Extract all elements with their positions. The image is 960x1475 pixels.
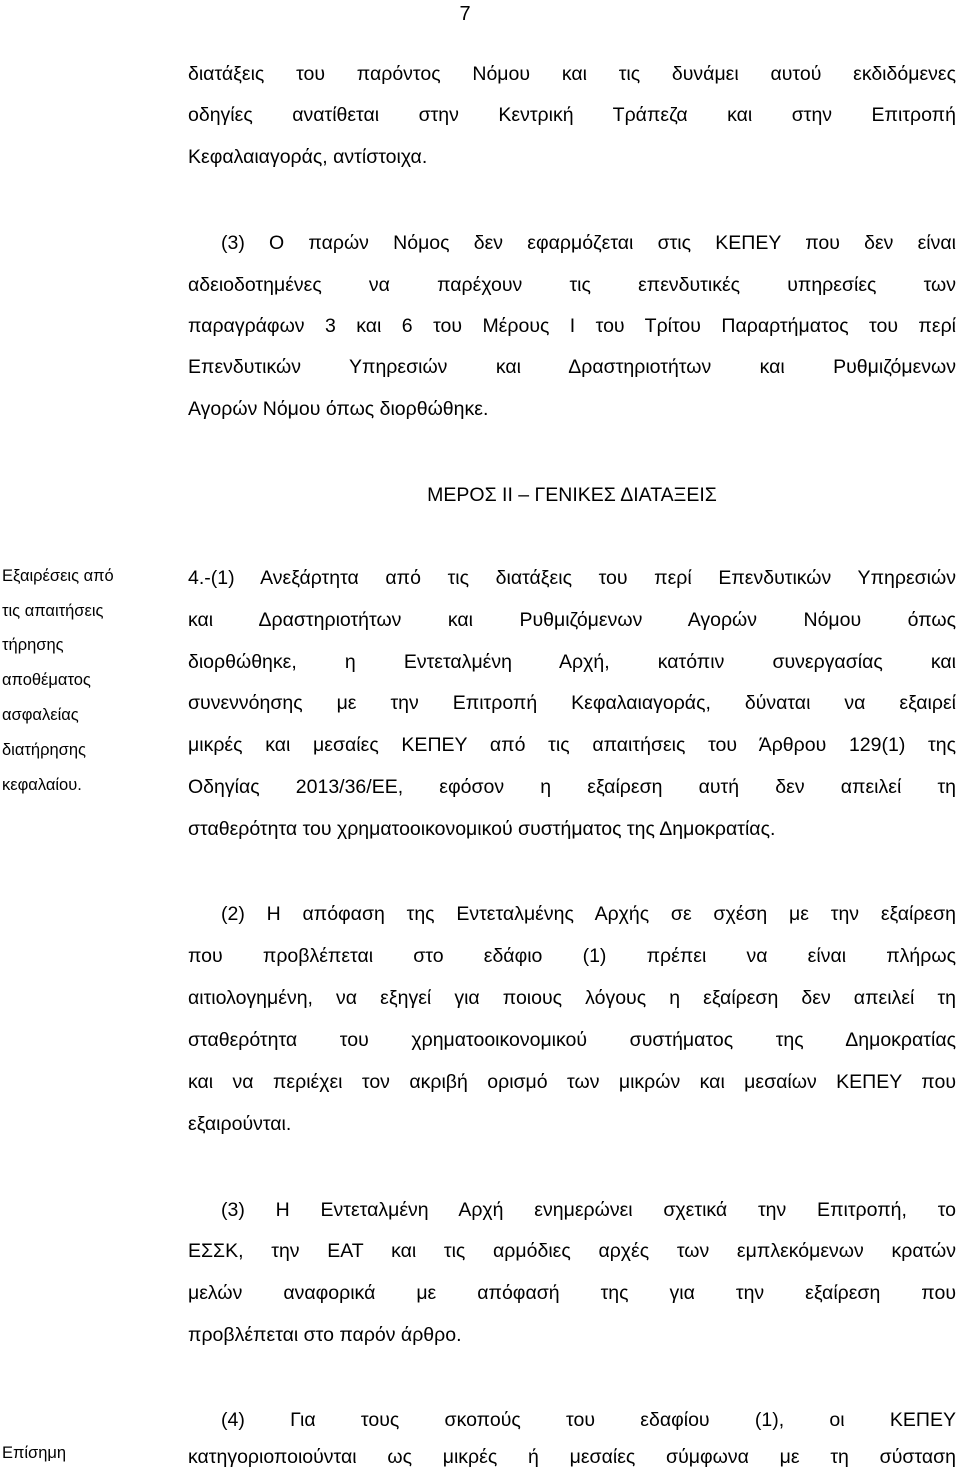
text-line: συνεννόησης με την Επιτροπή Κεφαλαιαγοράς, δύναται να εξαιρεί — [188, 692, 956, 714]
text-line: Επενδυτικών Υπηρεσιών και Δραστηριοτήτων και Ρυθμιζόμενων — [188, 356, 956, 378]
text-line: που προβλέπεται στο εδάφιο (1) πρέπει να είναι πλήρως — [188, 945, 956, 967]
section-heading: ΜΕΡΟΣ ΙΙ – ΓΕΝΙΚΕΣ ΔΙΑΤΑΞΕΙΣ — [427, 484, 717, 506]
margin-note-line: τήρησης — [2, 636, 64, 654]
margin-note-line: διατήρησης — [2, 741, 86, 759]
text-line: ΕΣΣΚ, την ΕΑΤ και τις αρμόδιες αρχές των εμπλεκόμενων κρατών — [188, 1240, 956, 1262]
margin-note-line: κεφαλαίου. — [2, 776, 82, 794]
margin-note-line: Επίσημη — [2, 1444, 67, 1462]
text-line: (3) Ο παρών Νόμος δεν εφαρμόζεται στις ΚΕΠΕΥ που δεν είναι — [221, 232, 956, 254]
page-number: 7 — [459, 3, 471, 25]
margin-note-line: τις απαιτήσεις — [2, 602, 104, 620]
text-line: εξαιρούνται. — [188, 1113, 292, 1135]
text-line: σταθερότητα του χρηματοοικονομικού συστήματος της Δημοκρατίας. — [188, 818, 776, 840]
text-line: Κεφαλαιαγοράς, αντίστοιχα. — [188, 146, 428, 168]
margin-note-line: ασφαλείας — [2, 706, 79, 724]
text-line: και Δραστηριοτήτων και Ρυθμιζόμενων Αγορών Νόμου όπως — [188, 609, 956, 631]
text-line: σταθερότητα του χρηματοοικονομικού συστήματος της Δημοκρατίας — [188, 1029, 956, 1051]
text-line: αιτιολογημένη, να εξηγεί για ποιους λόγους η εξαίρεση δεν απειλεί τη — [188, 987, 956, 1009]
text-line: (2) Η απόφαση της Εντεταλμένης Αρχής σε σχέση με την εξαίρεση — [221, 903, 956, 925]
text-line: μελών αναφορικά με απόφασή της για την εξαίρεση που — [188, 1282, 956, 1304]
text-line: οδηγίες ανατίθεται στην Κεντρική Τράπεζα και στην Επιτροπή — [188, 104, 956, 126]
text-line: (3) Η Εντεταλμένη Αρχή ενημερώνει σχετικά την Επιτροπή, το — [221, 1199, 956, 1221]
text-line: προβλέπεται στο παρόν άρθρο. — [188, 1324, 462, 1346]
text-line: και να περιέχει τον ακριβή ορισμό των μικρών και μεσαίων ΚΕΠΕΥ που — [188, 1071, 956, 1093]
text-line: παραγράφων 3 και 6 του Μέρους Ι του Τρίτου Παραρτήματος του περί — [188, 315, 956, 337]
text-line: 4.-(1) Ανεξάρτητα από τις διατάξεις του περί Επενδυτικών Υπηρεσιών — [188, 567, 956, 589]
margin-note-line: αποθέματος — [2, 671, 91, 689]
text-line: Οδηγίας 2013/36/ΕΕ, εφόσον η εξαίρεση αυτή δεν απειλεί τη — [188, 776, 956, 798]
text-line: αδειοδοτημένες να παρέχουν τις επενδυτικές υπηρεσίες των — [188, 274, 956, 296]
text-line: κατηγοριοποιούνται ως μικρές ή μεσαίες σύμφωνα με τη σύσταση — [188, 1446, 956, 1468]
text-line: διατάξεις του παρόντος Νόμου και τις δυνάμει αυτού εκδιδόμενες — [188, 63, 956, 85]
text-line: (4) Για τους σκοπούς του εδαφίου (1), οι ΚΕΠΕΥ — [221, 1409, 956, 1431]
margin-note-line: Εξαιρέσεις από — [2, 567, 114, 585]
text-line: μικρές και μεσαίες ΚΕΠΕΥ από τις απαιτήσεις του Άρθρου 129(1) της — [188, 734, 956, 756]
text-line: Αγορών Νόμου όπως διορθώθηκε. — [188, 398, 489, 420]
text-line: διορθώθηκε, η Εντεταλμένη Αρχή, κατόπιν συνεργασίας και — [188, 651, 956, 673]
